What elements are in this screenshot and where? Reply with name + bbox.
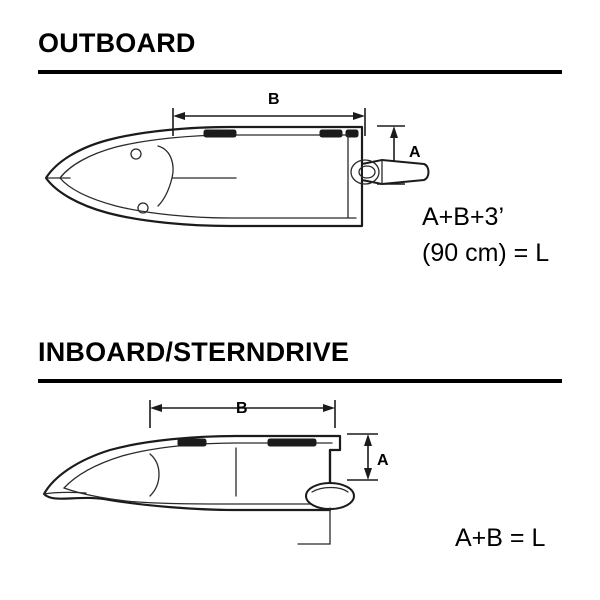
section-title-outboard: OUTBOARD (38, 28, 196, 58)
section-divider-inboard (38, 379, 562, 383)
section-title-inboard-sterndrive: INBOARD/STERNDRIVE (38, 337, 350, 367)
inboard-label-a: A (377, 452, 389, 469)
inboard-dimension-a (347, 434, 378, 480)
section-divider-outboard (38, 70, 562, 74)
inboard-formula-line-1: A+B = L (455, 524, 546, 552)
outboard-label-b: B (268, 91, 280, 108)
inboard-label-b: B (236, 400, 248, 417)
outboard-boat-drawing (30, 86, 430, 266)
outboard-formula-line-2: (90 cm) = L (422, 239, 550, 267)
outboard-formula-line-1: A+B+3’ (422, 203, 505, 231)
outboard-label-a: A (409, 144, 421, 161)
inboard-sterndrive-boat-drawing (30, 392, 430, 562)
